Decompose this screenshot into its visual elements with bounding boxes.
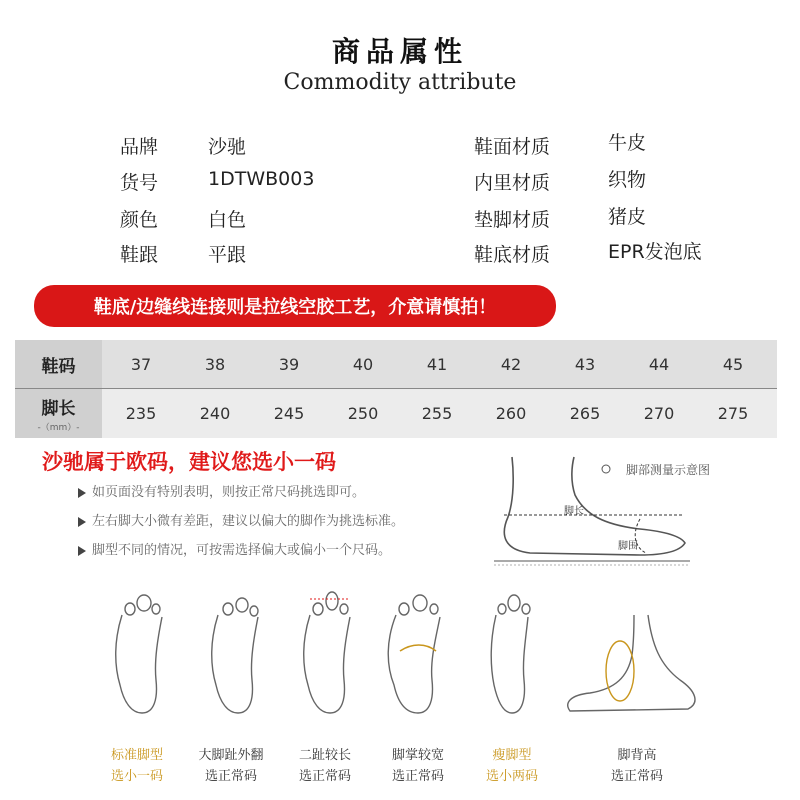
length-cell: 275 (717, 404, 749, 423)
attr-label-sole: 鞋底材质 (474, 244, 551, 266)
length-cell: 270 (643, 404, 675, 423)
attr-value-color: 白色 (208, 209, 247, 231)
size-cell: 44 (648, 355, 670, 374)
length-cell: 240 (199, 404, 231, 423)
size-cell: 42 (500, 355, 522, 374)
foot-type-name: 脚掌较宽 (391, 748, 444, 763)
length-cell: 250 (347, 404, 379, 423)
fit-note-bullet (78, 481, 365, 500)
page-subtitle: Commodity attribute (283, 70, 517, 95)
foot-types-illustrations (100, 585, 800, 725)
foot-type-advice: 选正常码 (610, 769, 663, 784)
size-cell: 39 (278, 355, 300, 374)
triangle-bullet-icon (78, 488, 86, 498)
attr-value-lining: 织物 (608, 169, 647, 191)
foot-type-advice: 选小两码 (485, 769, 538, 784)
foot-type-name: 瘦脚型 (492, 748, 532, 763)
warning-banner: 鞋底/边缝线连接则是拉线空胶工艺，介意请慎拍！ (34, 285, 556, 327)
size-row (15, 340, 777, 389)
fit-note-text: 脚型不同的情况，可按需选择偏大或偏小一个尺码。 (92, 543, 392, 558)
size-cell: 38 (204, 355, 226, 374)
length-cell: 260 (495, 404, 527, 423)
size-cell: 41 (426, 355, 448, 374)
attr-label-item-no: 货号 (120, 172, 159, 194)
size-cell: 45 (722, 355, 744, 374)
length-row-label: 脚长 (41, 399, 76, 419)
attr-value-insole: 猪皮 (608, 206, 647, 228)
size-row-label: 鞋码 (41, 357, 76, 377)
length-row-unit: -（mm）- (37, 423, 80, 433)
fit-note-title: 沙驰属于欧码，建议您选小一码 (42, 450, 336, 474)
attr-value-item-no: 1DTWB003 (208, 168, 315, 190)
attr-label-insole: 垫脚材质 (474, 209, 551, 231)
foot-type-name: 脚背高 (617, 748, 657, 763)
girth-label: 脚围 (618, 541, 638, 552)
foot-type-name: 二趾较长 (298, 748, 351, 763)
length-label: 脚长 (564, 506, 584, 517)
attr-value-brand: 沙驰 (208, 136, 247, 158)
foot-outlines (100, 585, 800, 725)
length-row (15, 389, 777, 438)
size-table (15, 340, 777, 438)
foot-type-advice: 选正常码 (204, 769, 257, 784)
fit-note-text: 如页面没有特别表明，则按正常尺码挑选即可。 (92, 485, 366, 500)
attr-label-color: 颜色 (120, 209, 159, 231)
measure-diagram-title: 脚部测量示意图 (626, 463, 711, 477)
triangle-bullet-icon (78, 517, 86, 527)
length-cell: 255 (421, 404, 453, 423)
size-row-header (15, 340, 102, 389)
length-row-header (15, 389, 102, 438)
foot-type-name: 标准脚型 (110, 748, 163, 763)
foot-type-name: 大脚趾外翻 (198, 748, 264, 763)
attr-value-upper: 牛皮 (608, 132, 647, 154)
length-cell: 235 (125, 404, 157, 423)
size-cell: 40 (352, 355, 374, 374)
attr-value-sole: EPR发泡底 (608, 241, 702, 263)
fit-note-bullet (78, 539, 391, 558)
fit-note-text: 左右脚大小微有差距，建议以偏大的脚作为挑选标准。 (92, 514, 405, 529)
attr-value-heel: 平跟 (208, 244, 247, 266)
attr-label-upper: 鞋面材质 (474, 136, 551, 158)
attr-label-brand: 品牌 (120, 136, 159, 158)
fit-note-bullet (78, 510, 404, 529)
attr-label-lining: 内里材质 (474, 172, 551, 194)
length-cell: 245 (273, 404, 305, 423)
foot-type-advice: 选正常码 (298, 769, 351, 784)
size-cell: 37 (130, 355, 152, 374)
attr-label-heel: 鞋跟 (120, 244, 159, 266)
triangle-bullet-icon (78, 546, 86, 556)
page-title: 商品属性 (331, 35, 468, 68)
foot-type-advice: 选正常码 (391, 769, 444, 784)
length-cell: 265 (569, 404, 601, 423)
foot-type-advice: 选小一码 (110, 769, 163, 784)
size-cell: 43 (574, 355, 596, 374)
